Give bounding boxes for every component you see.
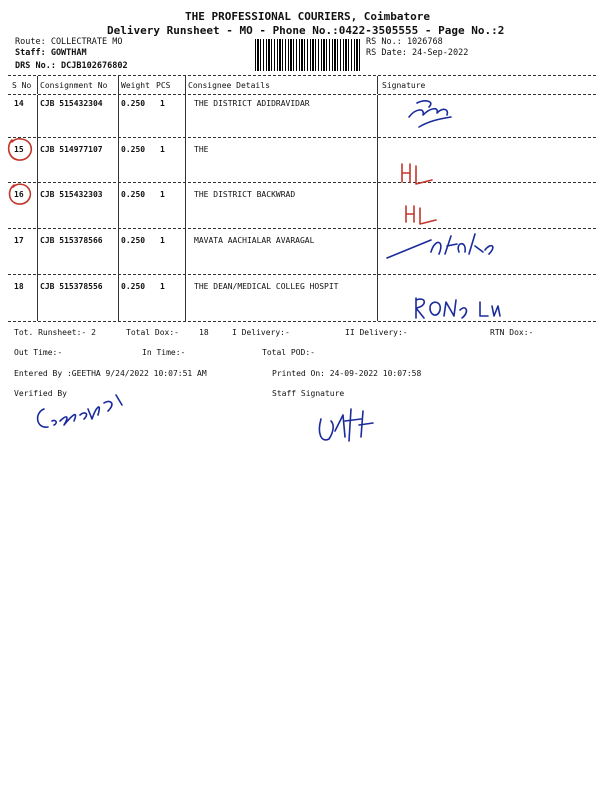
in-time-label: In Time:- — [142, 348, 186, 357]
row-signature — [412, 292, 502, 324]
row-consignee: THE DISTRICT BACKWRAD — [194, 190, 296, 199]
row-consignment-no: CJB 515378556 — [40, 282, 103, 291]
col-divider — [185, 76, 186, 94]
row-sno: 16 — [14, 190, 24, 199]
total-pod-label: Total POD:- — [262, 348, 315, 357]
row-weight: 0.250 — [121, 145, 146, 154]
row-weight: 0.250 — [121, 99, 146, 108]
row-pcs: 1 — [160, 236, 165, 245]
row-separator — [8, 228, 596, 229]
printed-on: Printed On: 24-09-2022 10:07:58 — [272, 369, 422, 378]
row-signature — [398, 160, 438, 190]
col-divider — [118, 76, 119, 94]
ii-delivery-label: II Delivery:- — [345, 328, 408, 337]
total-runsheet: Tot. Runsheet:- 2 — [14, 328, 96, 337]
row-separator — [8, 137, 596, 138]
row-separator — [8, 182, 596, 183]
row-sno: 18 — [14, 282, 24, 291]
col-header-consignee: Consignee Details — [188, 81, 270, 90]
table-top-rule — [8, 75, 596, 76]
row-consignee: THE — [194, 145, 209, 154]
col-divider — [377, 95, 378, 321]
row-consignment-no: CJB 515378566 — [40, 236, 103, 245]
col-divider — [377, 76, 378, 94]
col-header-signature: Signature — [382, 81, 426, 90]
row-weight: 0.250 — [121, 236, 146, 245]
barcode-image — [255, 39, 362, 71]
col-divider — [118, 95, 119, 321]
rs-date: RS Date: 24-Sep-2022 — [366, 48, 469, 58]
row-consignment-no: CJB 514977107 — [40, 145, 103, 154]
row-consignment-no: CJB 515432304 — [40, 99, 103, 108]
row-sno: 14 — [14, 99, 24, 108]
rtn-dox-label: RTN Dox:- — [490, 328, 534, 337]
col-header-consignment: Consignment No — [40, 81, 108, 90]
total-dox-value: 18 — [199, 328, 209, 337]
header-bottom-rule — [8, 94, 596, 95]
handwritten-circle — [6, 136, 36, 164]
i-delivery-label: I Delivery:- — [232, 328, 290, 337]
row-separator — [8, 274, 596, 275]
out-time-label: Out Time:- — [14, 348, 63, 357]
runsheet-subtitle: Delivery Runsheet - MO - Phone No.:0422-3505555 - Page No.:2 — [107, 24, 505, 37]
staff-signature-label: Staff Signature — [272, 389, 345, 398]
row-signature — [385, 228, 500, 264]
col-divider — [37, 95, 38, 321]
row-pcs: 1 — [160, 282, 165, 291]
total-dox-label: Total Dox:- — [126, 328, 179, 337]
row-consignee: THE DISTRICT ADIDRAVIDAR — [194, 99, 310, 108]
row-signature — [405, 97, 455, 131]
drs-number: DRS No.: DCJB102676802 — [15, 61, 128, 71]
col-header-sno: S No — [12, 81, 32, 90]
row-weight: 0.250 — [121, 190, 146, 199]
row-signature — [402, 202, 442, 228]
row-consignment-no: CJB 515432303 — [40, 190, 103, 199]
row-pcs: 1 — [160, 190, 165, 199]
verified-by-signature — [30, 385, 130, 435]
col-divider — [37, 76, 38, 94]
col-header-weight: Weight — [121, 81, 150, 90]
row-consignee: MAVATA AACHIALAR AVARAGAL — [194, 236, 315, 245]
staff-label: Staff: GOWTHAM — [15, 48, 87, 58]
row-sno: 15 — [14, 145, 24, 154]
entered-by: Entered By :GEETHA 9/24/2022 10:07:51 AM — [14, 369, 207, 378]
route-label: Route: COLLECTRATE MO — [15, 37, 123, 47]
col-divider — [185, 95, 186, 321]
company-name: THE PROFESSIONAL COURIERS, Coimbatore — [185, 10, 431, 23]
verified-by-label: Verified By — [14, 389, 67, 398]
row-consignee: THE DEAN/MEDICAL COLLEG HOSPIT — [194, 282, 339, 291]
rs-number: RS No.: 1026768 — [366, 37, 443, 47]
handwritten-circle — [6, 182, 36, 208]
row-pcs: 1 — [160, 145, 165, 154]
row-weight: 0.250 — [121, 282, 146, 291]
staff-signature — [315, 403, 385, 447]
row-sno: 17 — [14, 236, 24, 245]
col-header-pcs: PCS — [156, 81, 171, 90]
table-bottom-rule — [8, 321, 596, 322]
row-pcs: 1 — [160, 99, 165, 108]
